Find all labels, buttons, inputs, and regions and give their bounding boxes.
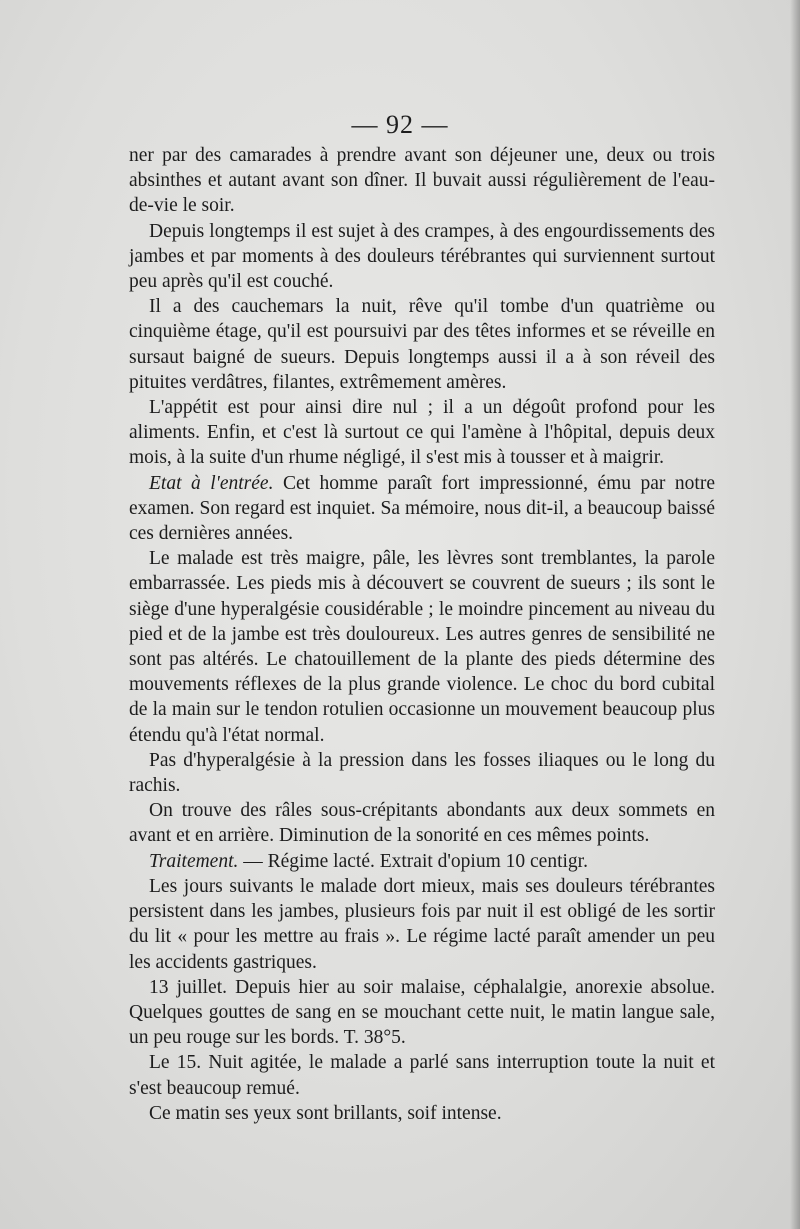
paragraph bbox=[129, 219, 715, 295]
body-text bbox=[129, 143, 715, 1126]
paragraph bbox=[129, 748, 715, 798]
paragraph-text: Pas d'hyperalgésie à la pression dans les fosses iliaques ou le long du rachis. bbox=[129, 749, 715, 797]
paragraph-text: Depuis longtemps il est sujet à des crampes, à des engourdissements des jambes et par moments à des douleurs térébrantes qui surviennent surtout peu après qu'il est couché. bbox=[129, 220, 715, 293]
paragraph-lead: Traitement. bbox=[149, 850, 239, 872]
paragraph-text: — Régime lacté. Extrait d'opium 10 centigr. bbox=[238, 850, 588, 872]
paragraph bbox=[129, 849, 715, 874]
paragraph bbox=[129, 975, 715, 1051]
paragraph-text: Le malade est très maigre, pâle, les lèvres sont tremblantes, la parole embarrassée. Les pieds mis à découvert se couvrent de sueurs ; ils sont le siège d'une hyperalgésie cousidérable ; le moindre pincement au niveau du pied et de la jambe est très douloureux. Les autres genres de sensibilité ne sont pas altérés. Le chatouillement de la plante des pieds détermine des mouvements réflexes de la plus grande violence. Le choc du bord cubital de la main sur le tendon rotulien occasionne un mouvement beaucoup plus étendu qu'à l'état normal. bbox=[129, 548, 715, 746]
paragraph bbox=[129, 798, 715, 848]
page-edge-shadow bbox=[790, 0, 800, 1229]
page-number: — 92 — bbox=[351, 110, 449, 139]
paragraph bbox=[129, 1101, 715, 1126]
paragraph-text: Le 15. Nuit agitée, le malade a parlé sans interruption toute la nuit et s'est beaucoup remué. bbox=[129, 1052, 715, 1099]
paragraph bbox=[129, 874, 715, 975]
paragraph bbox=[129, 471, 715, 547]
paragraph-lead: Etat à l'entrée. bbox=[149, 472, 274, 494]
paragraph bbox=[129, 1050, 715, 1100]
paragraph-text: Ce matin ses yeux sont brillants, soif intense. bbox=[149, 1102, 502, 1124]
paragraph-text: ner par des camarades à prendre avant son déjeuner une, deux ou trois absinthes et autant avant son dîner. Il buvait aussi régulièrement de l'eau-de-vie le soir. bbox=[129, 145, 715, 217]
paragraph bbox=[129, 395, 715, 471]
paragraph bbox=[129, 294, 715, 395]
paragraph-text: 13 juillet. Depuis hier au soir malaise, céphalalgie, anorexie absolue. Quelques gouttes de sang en se mouchant cette nuit, le matin langue sale, un peu rouge sur les bords. T. 38°5. bbox=[129, 976, 715, 1049]
paragraph bbox=[129, 546, 715, 748]
paragraph bbox=[129, 143, 715, 219]
paragraph-text: L'appétit est pour ainsi dire nul ; il a un dégoût profond pour les aliments. Enfin, et c'est là surtout ce qui l'amène à l'hôpital, depuis deux mois, à la suite d'un rhume négligé, il s'est mis à tousser et à maigrir. bbox=[129, 397, 715, 469]
paragraph-text: Les jours suivants le malade dort mieux, mais ses douleurs térébrantes persistent dans les jambes, plusieurs fois par nuit il est obligé de les sortir du lit « pour les mettre au frais ». Le régime lacté paraît amender un peu les accidents gastriques. bbox=[129, 875, 715, 973]
paragraph-text: On trouve des râles sous-crépitants abondants aux deux sommets en avant et en arrière. Diminution de la sonorité en ces mêmes points. bbox=[129, 800, 715, 847]
paragraph-text: Il a des cauchemars la nuit, rêve qu'il tombe d'un quatrième ou cinquième étage, qu'il est poursuivi par des têtes informes et se réveille en sursaut baigné de sueurs. Depuis longtemps aussi il a à son réveil des pituites verdâtres, filantes, extrêmement amères. bbox=[129, 296, 715, 393]
paragraph-text: Cet homme paraît fort impressionné, ému par notre examen. Son regard est inquiet. Sa mémoire, nous dit-il, a beaucoup baissé ces dernières années. bbox=[129, 472, 716, 545]
